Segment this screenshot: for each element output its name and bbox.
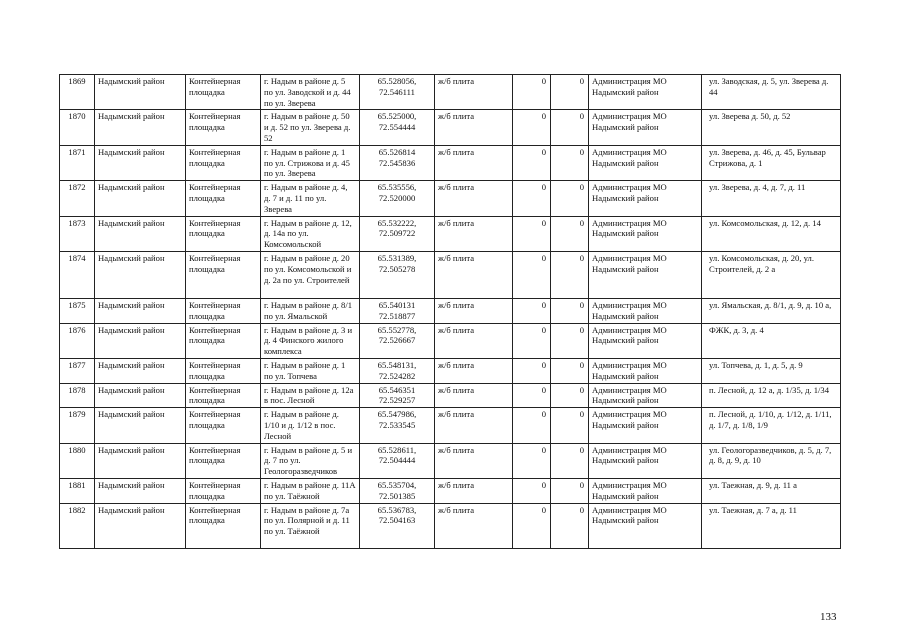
count-cell-1: 0 — [513, 408, 551, 443]
surface-type-cell: ж/б плита — [435, 443, 513, 478]
surface-type-cell: ж/б плита — [435, 251, 513, 298]
table-row — [60, 358, 841, 383]
address-cell: г. Надым в районе д. 4, д. 7 и д. 11 по ул. Зверева — [261, 181, 360, 216]
count-cell-2: 0 — [551, 503, 589, 548]
served-objects-cell: ул. Зверева, д. 46, д. 45, Бульвар Стрижова, д. 1 — [702, 145, 841, 180]
coordinates-cell: 65.548131, 72.524282 — [360, 358, 435, 383]
address-cell: г. Надым в районе д. 20 по ул. Комсомольской и д. 2а по ул. Строителей — [261, 251, 360, 298]
count-cell-2: 0 — [551, 75, 589, 110]
count-cell-2: 0 — [551, 478, 589, 503]
object-type-cell: Контейнерная площадка — [186, 216, 261, 251]
owner-cell: Администрация МО Надымский район — [589, 503, 702, 548]
surface-type-cell: ж/б плита — [435, 145, 513, 180]
coordinates-cell: 65.536783, 72.504163 — [360, 503, 435, 548]
district-cell: Надымский район — [95, 110, 186, 145]
object-type-cell: Контейнерная площадка — [186, 298, 261, 323]
served-objects-cell: ул. Таежная, д. 7 а, д. 11 — [702, 503, 841, 548]
count-cell-2: 0 — [551, 216, 589, 251]
address-cell: г. Надым в районе д. 11А по ул. Таёжной — [261, 478, 360, 503]
object-type-cell: Контейнерная площадка — [186, 75, 261, 110]
row-number: 1874 — [60, 251, 95, 298]
served-objects-cell: ул. Заводская, д. 5, ул. Зверева д. 44 — [702, 75, 841, 110]
object-type-cell: Контейнерная площадка — [186, 145, 261, 180]
district-cell: Надымский район — [95, 75, 186, 110]
served-objects-cell: ул. Комсомольская, д. 20, ул. Строителей, д. 2 а — [702, 251, 841, 298]
coordinates-cell: 65.528056, 72.546111 — [360, 75, 435, 110]
owner-cell: Администрация МО Надымский район — [589, 251, 702, 298]
served-objects-cell: ул. Комсомольская, д. 12, д. 14 — [702, 216, 841, 251]
row-number: 1872 — [60, 181, 95, 216]
table-row — [60, 443, 841, 478]
surface-type-cell: ж/б плита — [435, 181, 513, 216]
address-cell: г. Надым в районе д. 5 и д. 7 по ул. Геологоразведчиков — [261, 443, 360, 478]
district-cell: Надымский район — [95, 358, 186, 383]
surface-type-cell: ж/б плита — [435, 358, 513, 383]
row-number: 1880 — [60, 443, 95, 478]
owner-cell: Администрация МО Надымский район — [589, 323, 702, 358]
surface-type-cell: ж/б плита — [435, 503, 513, 548]
district-cell: Надымский район — [95, 251, 186, 298]
address-cell: г. Надым в районе д. 50 и д. 52 по ул. Зверева д. 52 — [261, 110, 360, 145]
row-number: 1881 — [60, 478, 95, 503]
owner-cell: Администрация МО Надымский район — [589, 181, 702, 216]
coordinates-cell: 65.547986, 72.533545 — [360, 408, 435, 443]
table-row — [60, 75, 841, 110]
count-cell-1: 0 — [513, 443, 551, 478]
owner-cell: Администрация МО Надымский район — [589, 298, 702, 323]
district-cell: Надымский район — [95, 216, 186, 251]
district-cell: Надымский район — [95, 443, 186, 478]
address-cell: г. Надым в районе д. 12а в пос. Лесной — [261, 383, 360, 408]
owner-cell: Администрация МО Надымский район — [589, 216, 702, 251]
served-objects-cell: п. Лесной, д. 1/10, д. 1/12, д. 1/11, д. 1/7, д. 1/8, 1/9 — [702, 408, 841, 443]
object-type-cell: Контейнерная площадка — [186, 251, 261, 298]
district-cell: Надымский район — [95, 298, 186, 323]
count-cell-1: 0 — [513, 216, 551, 251]
count-cell-1: 0 — [513, 503, 551, 548]
address-cell: г. Надым в районе д. 12, д. 14а по ул. Комсомольской — [261, 216, 360, 251]
table-row — [60, 110, 841, 145]
object-type-cell: Контейнерная площадка — [186, 443, 261, 478]
address-cell: г. Надым в районе д. 1/10 и д. 1/12 в пос. Лесной — [261, 408, 360, 443]
count-cell-2: 0 — [551, 145, 589, 180]
row-number: 1876 — [60, 323, 95, 358]
surface-type-cell: ж/б плита — [435, 216, 513, 251]
count-cell-2: 0 — [551, 251, 589, 298]
address-cell: г. Надым в районе д. 7а по ул. Полярной и д. 11 по ул. Таёжной — [261, 503, 360, 548]
count-cell-1: 0 — [513, 323, 551, 358]
district-cell: Надымский район — [95, 383, 186, 408]
count-cell-2: 0 — [551, 298, 589, 323]
coordinates-cell: 65.540131 72.518877 — [360, 298, 435, 323]
table-body — [60, 75, 841, 549]
count-cell-2: 0 — [551, 110, 589, 145]
count-cell-2: 0 — [551, 443, 589, 478]
table-row — [60, 298, 841, 323]
district-cell: Надымский район — [95, 181, 186, 216]
page-number: 133 — [820, 611, 837, 623]
table-row — [60, 323, 841, 358]
address-cell: г. Надым в районе д. 8/1 по ул. Ямальской — [261, 298, 360, 323]
row-number: 1878 — [60, 383, 95, 408]
count-cell-1: 0 — [513, 383, 551, 408]
coordinates-cell: 65.532222, 72.509722 — [360, 216, 435, 251]
count-cell-2: 0 — [551, 323, 589, 358]
registry-table — [59, 74, 841, 549]
row-number: 1873 — [60, 216, 95, 251]
row-number: 1869 — [60, 75, 95, 110]
table-row — [60, 216, 841, 251]
address-cell: г. Надым в районе д. 5 по ул. Заводской и д. 44 по ул. Зверева — [261, 75, 360, 110]
row-number: 1882 — [60, 503, 95, 548]
owner-cell: Администрация МО Надымский район — [589, 383, 702, 408]
coordinates-cell: 65.546351 72.529257 — [360, 383, 435, 408]
owner-cell: Администрация МО Надымский район — [589, 75, 702, 110]
row-number: 1879 — [60, 408, 95, 443]
count-cell-2: 0 — [551, 408, 589, 443]
district-cell: Надымский район — [95, 503, 186, 548]
count-cell-1: 0 — [513, 145, 551, 180]
owner-cell: Администрация МО Надымский район — [589, 110, 702, 145]
served-objects-cell: ул. Зверева, д. 4, д. 7, д. 11 — [702, 181, 841, 216]
address-cell: г. Надым в районе д. 3 и д. 4 Финского жилого комплекса — [261, 323, 360, 358]
count-cell-1: 0 — [513, 110, 551, 145]
address-cell: г. Надым в районе д. 1 по ул. Топчева — [261, 358, 360, 383]
address-cell: г. Надым в районе д. 1 по ул. Стрижова и д. 45 по ул. Зверева — [261, 145, 360, 180]
served-objects-cell: ФЖК, д. 3, д. 4 — [702, 323, 841, 358]
served-objects-cell: ул. Топчева, д. 1, д. 5, д. 9 — [702, 358, 841, 383]
table-row — [60, 478, 841, 503]
surface-type-cell: ж/б плита — [435, 110, 513, 145]
count-cell-1: 0 — [513, 478, 551, 503]
object-type-cell: Контейнерная площадка — [186, 503, 261, 548]
table-row — [60, 408, 841, 443]
coordinates-cell: 65.552778, 72.526667 — [360, 323, 435, 358]
surface-type-cell: ж/б плита — [435, 408, 513, 443]
table-row — [60, 503, 841, 548]
table-row — [60, 383, 841, 408]
owner-cell: Администрация МО Надымский район — [589, 478, 702, 503]
count-cell-2: 0 — [551, 383, 589, 408]
table-row — [60, 145, 841, 180]
owner-cell: Администрация МО Надымский район — [589, 358, 702, 383]
count-cell-1: 0 — [513, 251, 551, 298]
served-objects-cell: ул. Геологоразведчиков, д. 5, д. 7, д. 8, д. 9, д. 10 — [702, 443, 841, 478]
count-cell-1: 0 — [513, 298, 551, 323]
count-cell-2: 0 — [551, 358, 589, 383]
object-type-cell: Контейнерная площадка — [186, 408, 261, 443]
owner-cell: Администрация МО Надымский район — [589, 443, 702, 478]
surface-type-cell: ж/б плита — [435, 298, 513, 323]
row-number: 1871 — [60, 145, 95, 180]
district-cell: Надымский район — [95, 145, 186, 180]
row-number: 1877 — [60, 358, 95, 383]
district-cell: Надымский район — [95, 478, 186, 503]
row-number: 1875 — [60, 298, 95, 323]
object-type-cell: Контейнерная площадка — [186, 110, 261, 145]
coordinates-cell: 65.526814 72.545836 — [360, 145, 435, 180]
count-cell-2: 0 — [551, 181, 589, 216]
surface-type-cell: ж/б плита — [435, 383, 513, 408]
object-type-cell: Контейнерная площадка — [186, 181, 261, 216]
coordinates-cell: 65.531389, 72.505278 — [360, 251, 435, 298]
served-objects-cell: п. Лесной, д. 12 а, д. 1/35, д. 1/34 — [702, 383, 841, 408]
object-type-cell: Контейнерная площадка — [186, 383, 261, 408]
served-objects-cell: ул. Зверева д. 50, д. 52 — [702, 110, 841, 145]
table-row — [60, 251, 841, 298]
coordinates-cell: 65.528611, 72.504444 — [360, 443, 435, 478]
object-type-cell: Контейнерная площадка — [186, 323, 261, 358]
object-type-cell: Контейнерная площадка — [186, 358, 261, 383]
table-row — [60, 181, 841, 216]
count-cell-1: 0 — [513, 75, 551, 110]
coordinates-cell: 65.535556, 72.520000 — [360, 181, 435, 216]
count-cell-1: 0 — [513, 358, 551, 383]
surface-type-cell: ж/б плита — [435, 478, 513, 503]
coordinates-cell: 65.535704, 72.501385 — [360, 478, 435, 503]
district-cell: Надымский район — [95, 323, 186, 358]
district-cell: Надымский район — [95, 408, 186, 443]
object-type-cell: Контейнерная площадка — [186, 478, 261, 503]
surface-type-cell: ж/б плита — [435, 323, 513, 358]
surface-type-cell: ж/б плита — [435, 75, 513, 110]
served-objects-cell: ул. Ямальская, д. 8/1, д. 9, д. 10 а, — [702, 298, 841, 323]
row-number: 1870 — [60, 110, 95, 145]
owner-cell: Администрация МО Надымский район — [589, 408, 702, 443]
served-objects-cell: ул. Таежная, д. 9, д. 11 а — [702, 478, 841, 503]
count-cell-1: 0 — [513, 181, 551, 216]
coordinates-cell: 65.525000, 72.554444 — [360, 110, 435, 145]
owner-cell: Администрация МО Надымский район — [589, 145, 702, 180]
